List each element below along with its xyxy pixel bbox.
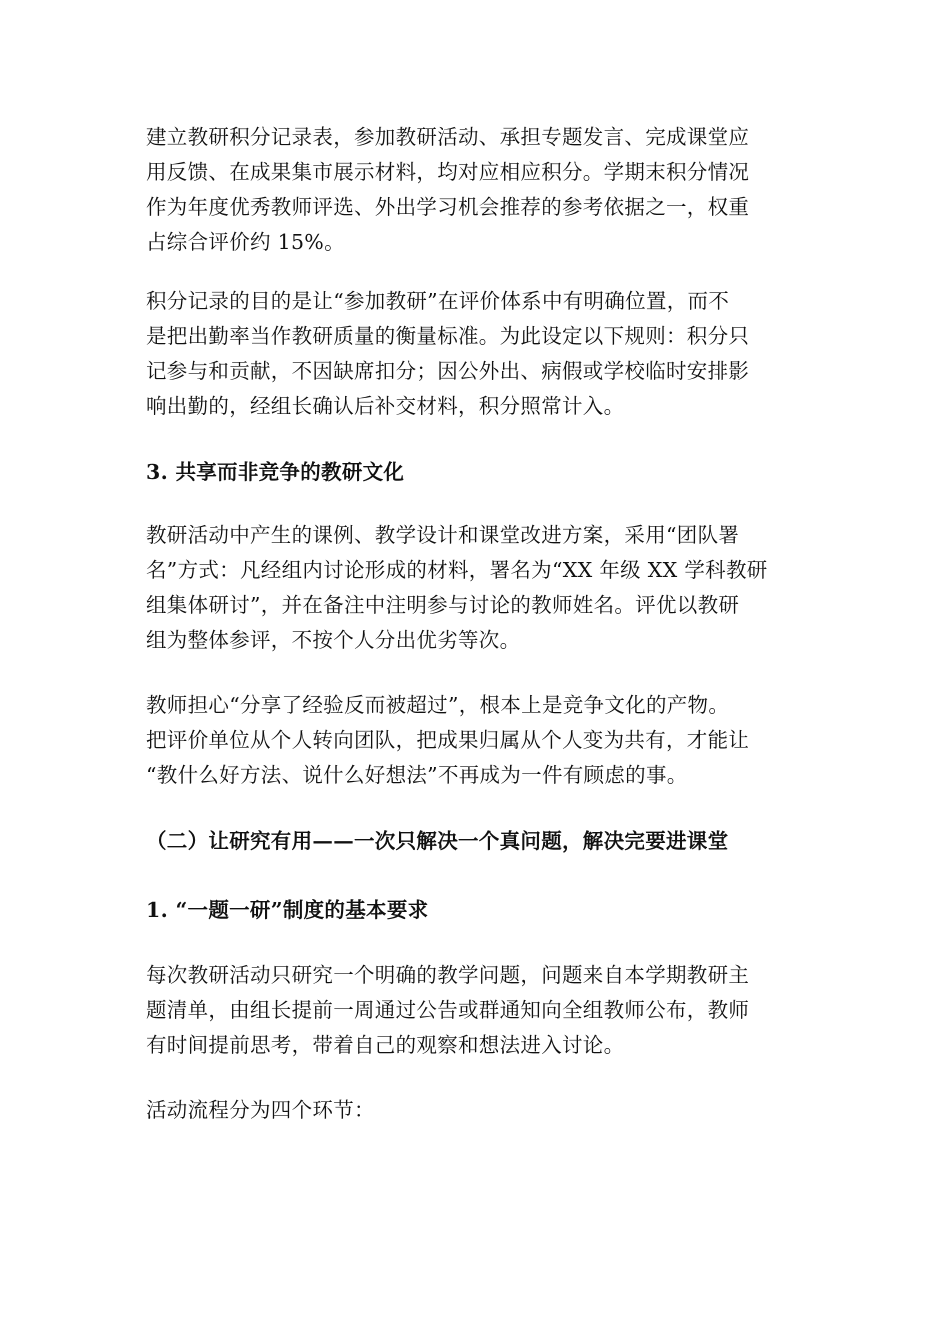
paragraph-one-topic-rules — [146, 958, 816, 1063]
text-line: 积分记录的目的是让“参加教研”在评价体系中有明确位置，而不 — [146, 289, 730, 313]
text-line: 占综合评价约 15%。 — [146, 230, 345, 254]
text-line: 名”方式：凡经组内讨论形成的材料，署名为“XX 年级 XX 学科教研 — [146, 558, 768, 582]
text-line: 记参与和贡献，不因缺席扣分；因公外出、病假或学校临时安排影 — [146, 359, 750, 383]
text-line: 题清单，由组长提前一周通过公告或群通知向全组教师公布，教师 — [146, 998, 750, 1022]
text-line: 有时间提前思考，带着自己的观察和想法进入讨论。 — [146, 1033, 625, 1057]
text-line: 组为整体参评，不按个人分出优劣等次。 — [146, 628, 521, 652]
paragraph-points-purpose — [146, 284, 816, 424]
text-line: 用反馈、在成果集市展示材料，均对应相应积分。学期末积分情况 — [146, 160, 750, 184]
text-line: 把评价单位从个人转向团队，把成果归属从个人变为共有，才能让 — [146, 728, 750, 752]
text-line: 活动流程分为四个环节： — [146, 1098, 375, 1122]
paragraph-activity-flow — [146, 1093, 816, 1128]
text-line: “教什么好方法、说什么好想法”不再成为一件有顾虑的事。 — [146, 763, 688, 787]
text-line: 建立教研积分记录表，参加教研活动、承担专题发言、完成课堂应 — [146, 125, 750, 149]
text-line: 每次教研活动只研究一个明确的教学问题，问题来自本学期教研主 — [146, 963, 750, 987]
text-line: 组集体研讨”，并在备注中注明参与讨论的教师姓名。评优以教研 — [146, 593, 740, 617]
text-line: 教研活动中产生的课例、教学设计和课堂改进方案，采用“团队署 — [146, 523, 740, 547]
text-line: 作为年度优秀教师评选、外出学习机会推荐的参考依据之一，权重 — [146, 195, 750, 219]
section-heading-shared-culture: 3. 共享而非竞争的教研文化 — [146, 460, 405, 484]
section-heading-useful-research: （二）让研究有用——一次只解决一个真问题，解决完要进课堂 — [146, 829, 729, 853]
subsection-heading-one-topic: 1. “一题一研”制度的基本要求 — [146, 898, 429, 922]
text-line: 教师担心“分享了经验反而被超过”，根本上是竞争文化的产物。 — [146, 693, 730, 717]
text-line: 响出勤的，经组长确认后补交材料，积分照常计入。 — [146, 394, 625, 418]
text-line: 是把出勤率当作教研质量的衡量标准。为此设定以下规则：积分只 — [146, 324, 750, 348]
paragraph-competition-culture — [146, 688, 816, 793]
paragraph-team-signature — [146, 518, 816, 658]
paragraph-points-record — [146, 120, 816, 260]
